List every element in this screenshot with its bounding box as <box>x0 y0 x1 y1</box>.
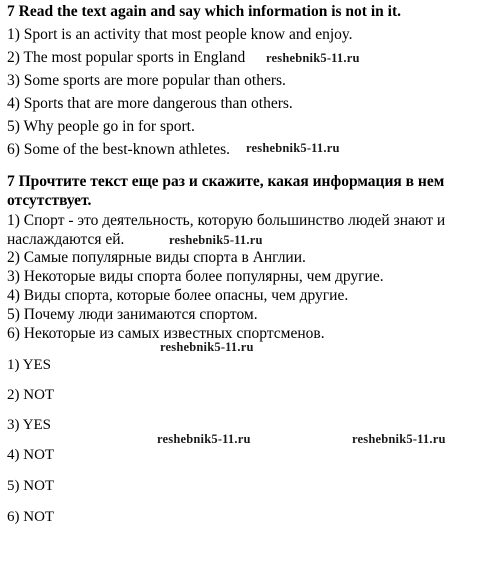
watermark: reshebnik5-11.ru <box>352 432 446 446</box>
answer-6: 6) NOT <box>7 509 55 525</box>
english-item-1: 1) Sport is an activity that most people know and enjoy. <box>7 26 353 43</box>
russian-item-6: 6) Некоторые из самых известных спортсменов. <box>7 325 325 342</box>
english-item-4: 4) Sports that are more dangerous than others. <box>7 95 293 112</box>
english-task-heading: 7 Read the text again and say which information is not in it. <box>7 3 401 20</box>
answer-5: 5) NOT <box>7 478 55 494</box>
watermark: reshebnik5-11.ru <box>160 340 254 354</box>
watermark: reshebnik5-11.ru <box>246 141 340 155</box>
english-item-3: 3) Some sports are more popular than others. <box>7 72 286 89</box>
watermark: reshebnik5-11.ru <box>157 432 251 446</box>
russian-task-heading-line2: отсутствует. <box>7 192 92 209</box>
english-item-5: 5) Why people go in for sport. <box>7 118 195 135</box>
answer-1: 1) YES <box>7 357 52 373</box>
russian-item-3: 3) Некоторые виды спорта более популярны, чем другие. <box>7 268 384 285</box>
russian-item-1-cont: наслаждаются ей. <box>7 231 125 248</box>
watermark: reshebnik5-11.ru <box>266 51 360 65</box>
russian-task-heading-line1: 7 Прочтите текст еще раз и скажите, какая информация в нем <box>7 173 445 190</box>
russian-item-1: 1) Спорт - это деятельность, которую большинство людей знают и <box>7 212 446 229</box>
russian-item-4: 4) Виды спорта, которые более опасны, чем другие. <box>7 287 349 304</box>
answer-2: 2) NOT <box>7 387 55 403</box>
answer-3: 3) YES <box>7 417 52 433</box>
english-item-2: 2) The most popular sports in England <box>7 49 246 66</box>
russian-item-5: 5) Почему люди занимаются спортом. <box>7 306 258 323</box>
watermark: reshebnik5-11.ru <box>169 233 263 247</box>
english-item-6: 6) Some of the best-known athletes. <box>7 141 230 158</box>
answer-4: 4) NOT <box>7 447 55 463</box>
russian-item-2: 2) Самые популярные виды спорта в Англии. <box>7 249 306 266</box>
